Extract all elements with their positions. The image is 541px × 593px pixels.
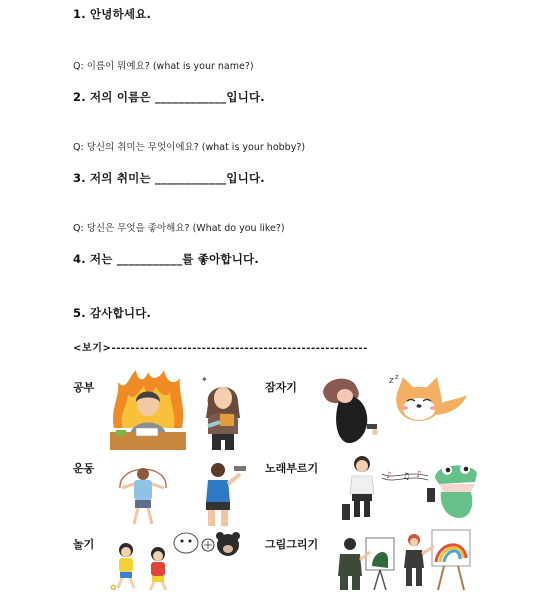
svg-text:✦: ✦	[201, 375, 208, 384]
drawing-rainbow-illustration	[402, 528, 472, 592]
item-4-text: 저는 ___________를 좋아합니다.	[90, 252, 259, 266]
word-study: 공부	[73, 381, 95, 394]
word-drawing: 그림그리기	[265, 538, 319, 551]
studying-book-illustration	[198, 374, 248, 452]
playing-kids-illustration	[108, 540, 180, 592]
music-notes-illustration	[380, 466, 430, 488]
bogi-divider: <보기>------------------------------------------------------	[73, 343, 368, 354]
word-playing: 놀기	[73, 538, 95, 551]
svg-text:z: z	[395, 373, 399, 381]
svg-text:✿: ✿	[110, 583, 117, 592]
studying-stress-illustration	[108, 368, 188, 452]
item-3-number: 3.	[73, 171, 86, 185]
word-exercise: 운동	[73, 462, 95, 475]
question-2: Q: 이름이 뭐예요? (what is your name?)	[73, 61, 254, 72]
item-2-number: 2.	[73, 90, 86, 104]
question-4: Q: 당신은 무엇을 좋아해요? (What do you like?)	[73, 223, 285, 234]
item-5	[73, 305, 151, 321]
svg-text:♫: ♫	[402, 472, 411, 482]
svg-text:♪: ♪	[386, 471, 392, 481]
item-4-number: 4.	[73, 252, 86, 266]
sleeping-dog-illustration	[383, 371, 469, 423]
word-singing: 노래부르기	[265, 462, 319, 475]
item-1	[73, 6, 151, 22]
playing-toys-illustration	[172, 527, 244, 563]
jump-rope-illustration	[108, 458, 178, 528]
question-3: Q: 당신의 취미는 무엇이에요? (what is your hobby?)	[73, 142, 306, 153]
dumbbell-exercise-illustration	[196, 458, 248, 528]
item-1-text: 안녕하세요.	[90, 7, 152, 21]
sleeping-person-illustration	[319, 374, 385, 446]
word-sleeping: 잠자기	[265, 381, 297, 394]
singing-girl-illustration	[336, 452, 386, 522]
svg-text:♪: ♪	[416, 470, 422, 480]
item-3	[73, 170, 265, 186]
singing-crocodile-illustration	[425, 458, 483, 520]
item-1-number: 1.	[73, 7, 86, 21]
item-3-text: 저의 취미는 ____________입니다.	[90, 171, 265, 185]
item-2-text: 저의 이름은 ____________입니다.	[90, 90, 265, 104]
drawing-painter-illustration	[336, 530, 398, 592]
item-5-text: 감사합니다.	[90, 306, 152, 320]
svg-text:z: z	[389, 376, 394, 386]
item-4	[73, 251, 259, 267]
item-5-number: 5.	[73, 306, 86, 320]
item-2	[73, 89, 265, 105]
